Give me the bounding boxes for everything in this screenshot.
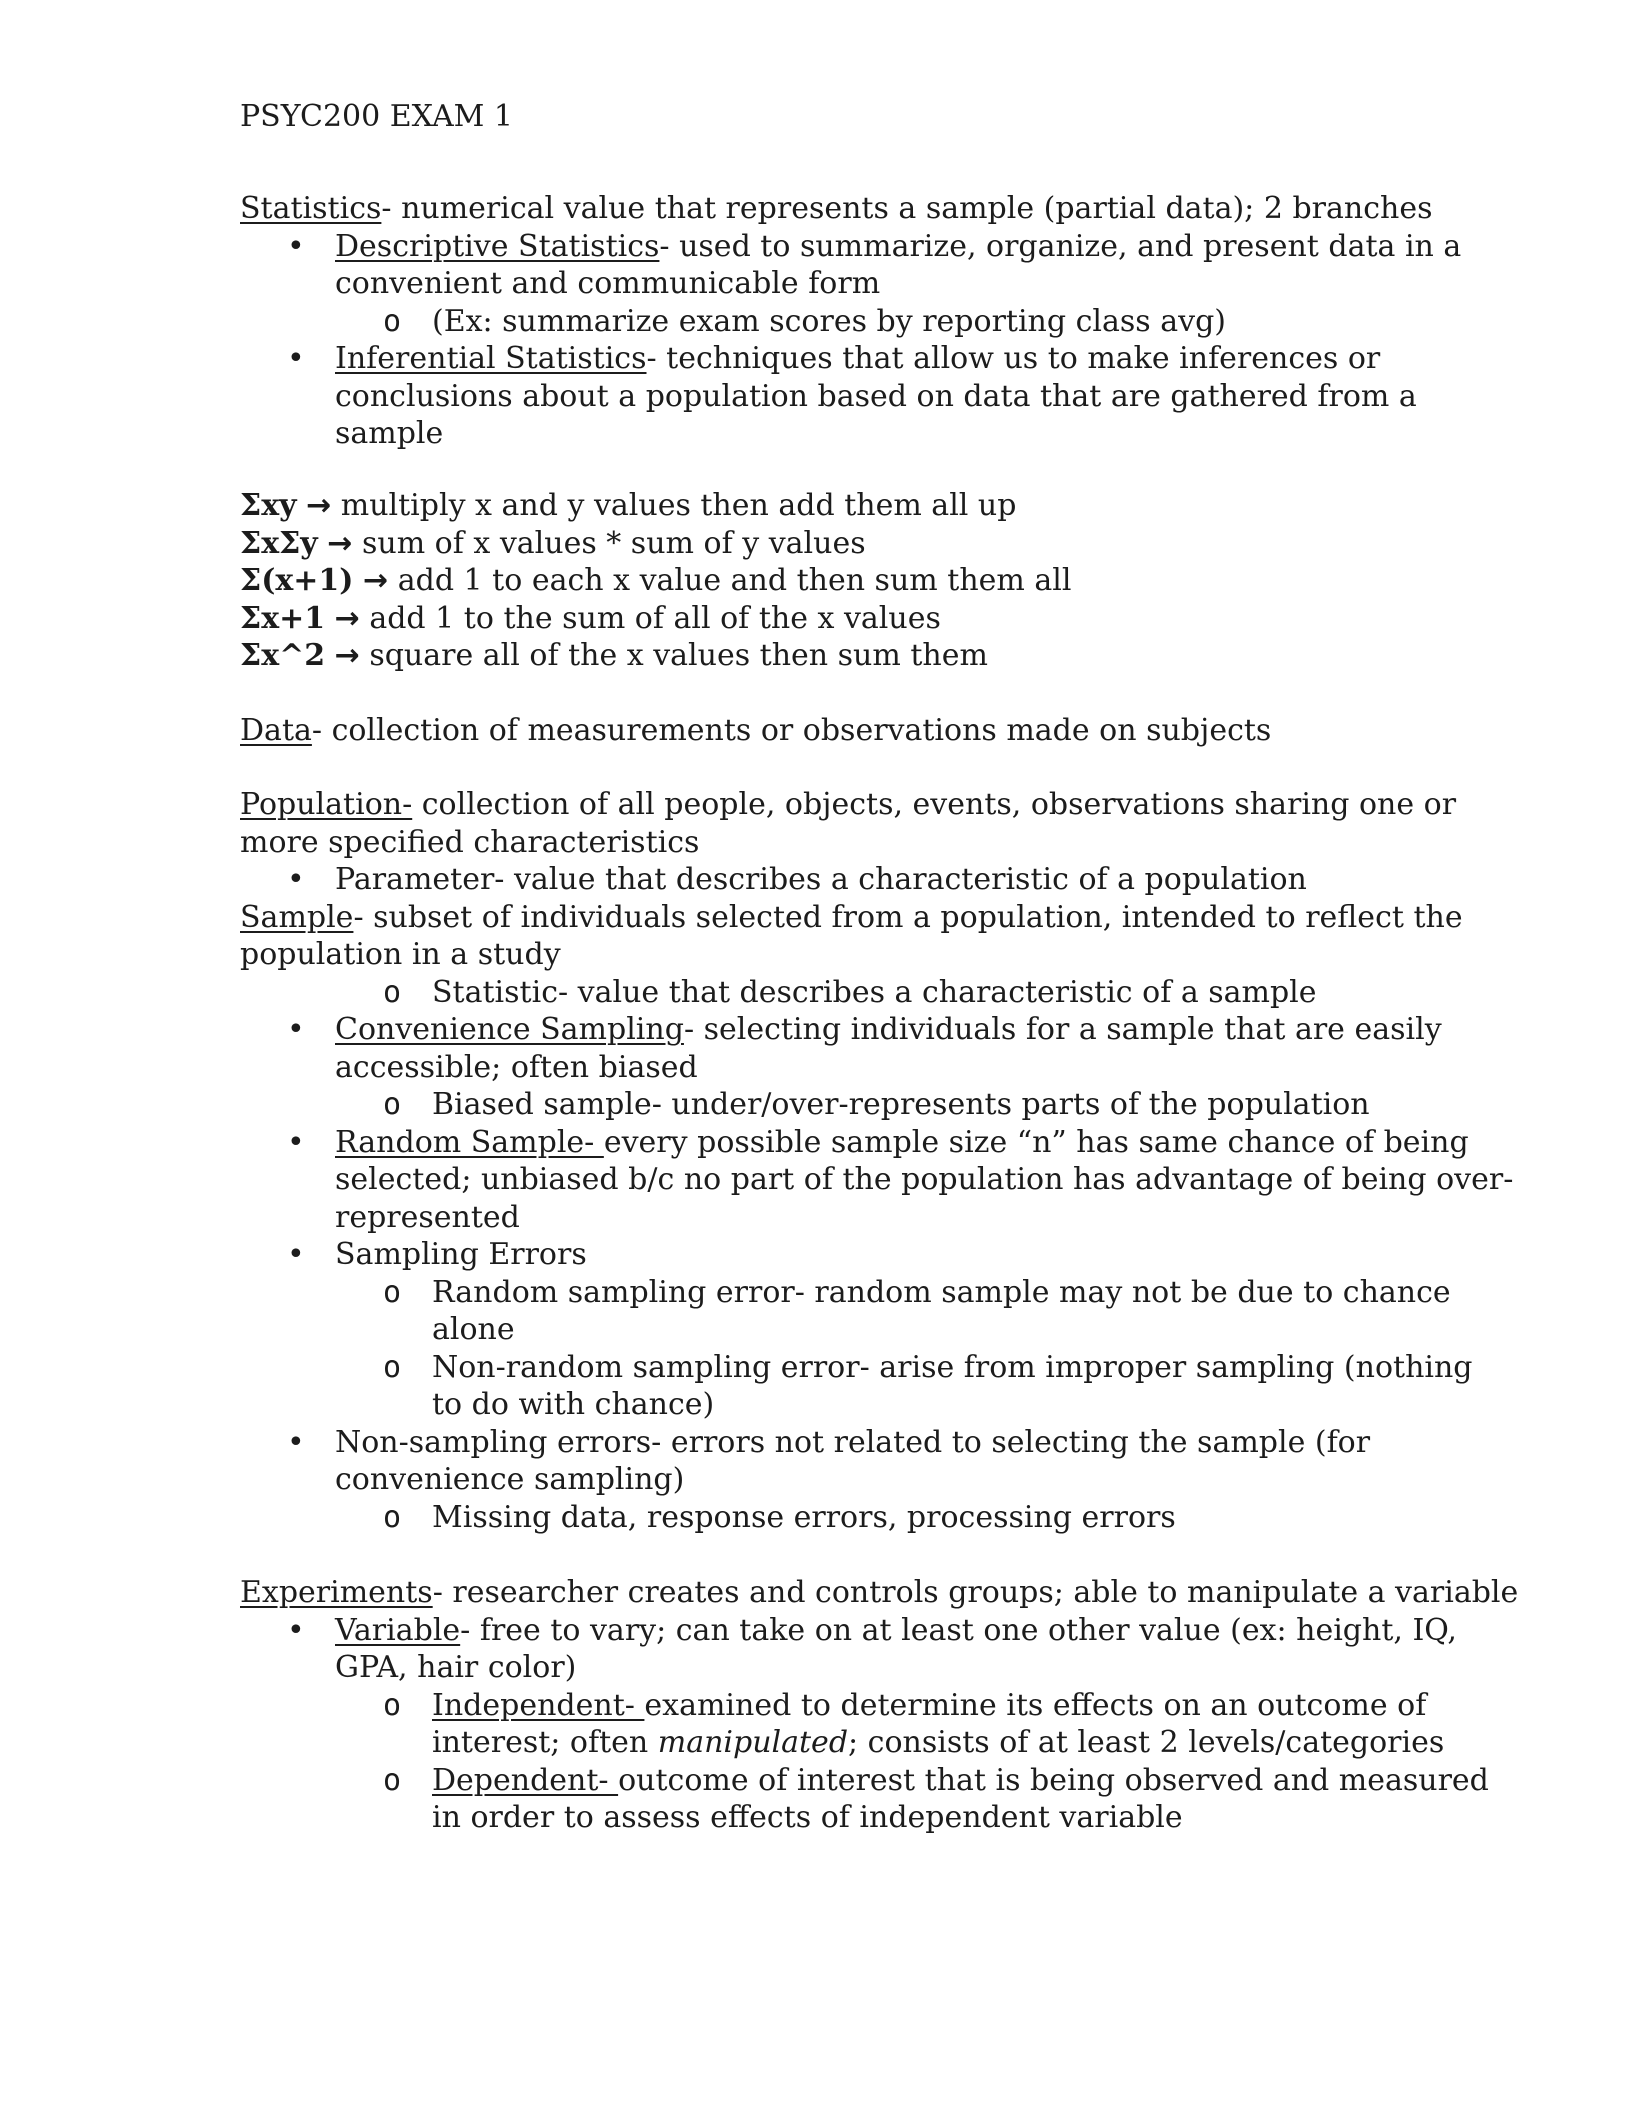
- summation-rules: [240, 487, 1420, 675]
- sum-rule: Σx^2 → square all of the x values then sum them: [240, 638, 988, 673]
- population-term: Population-: [240, 787, 413, 822]
- descriptive-bullet: • Descriptive Statistics- used to summarize, organize, and present data in a convenient and communicable form: [287, 228, 1462, 301]
- experiments-term: Experiments: [240, 1575, 433, 1610]
- data-section: Data- collection of measurements or observations made on subjects: [240, 713, 1272, 748]
- random-sample-term: Random Sample-: [335, 1124, 604, 1160]
- dependent-subbullet: o Dependent- outcome of interest that is being observed and measured in order to assess effects of independent variable: [383, 1762, 1489, 1835]
- random-sample-bullet: • Random Sample- every possible sample size “n” has same chance of being selected; unbiased b/c no part of the population has advantage of being over- represented: [287, 1124, 1514, 1235]
- sum-rule: Σ(x+1) → add 1 to each x value and then sum them all: [240, 563, 1072, 598]
- nonsampling-errors-bullet: • Non-sampling errors- errors not related to selecting the sample (for convenience sampling): [287, 1424, 1371, 1497]
- variable-term: Variable: [335, 1612, 461, 1648]
- statistic-subbullet: o Statistic- value that describes a characteristic of a sample: [383, 974, 1317, 1010]
- parameter-bullet: • Parameter- value that describes a characteristic of a population: [287, 862, 1307, 897]
- statistics-section: [240, 190, 1462, 453]
- descriptive-term: Descriptive Statistics: [335, 228, 660, 264]
- convenience-bullet: • Convenience Sampling- selecting individuals for a sample that are easily accessible; often biased: [287, 1012, 1442, 1085]
- sum-rule: Σxy → multiply x and y values then add them all up: [240, 488, 1017, 523]
- missing-data-subbullet: o Missing data, response errors, processing errors: [383, 1499, 1176, 1535]
- convenience-term: Convenience Sampling: [335, 1012, 684, 1047]
- page-header: PSYC200 EXAM 1: [240, 99, 513, 134]
- statistics-line: Statistics- numerical value that represents a sample (partial data); 2 branches: [240, 191, 1433, 226]
- variable-bullet: • Variable- free to vary; can take on at least one other value (ex: height, IQ, GPA, hair color): [287, 1612, 1457, 1685]
- independent-term: Independent-: [432, 1687, 645, 1723]
- sampling-errors-bullet: • Sampling Errors: [287, 1237, 587, 1272]
- experiments-section: Experiments- researcher creates and controls groups; able to manipulate a variable • Variable- free to vary; can take on at least one other value (ex: height, IQ, GPA, hair color) o Independent- examined to determine its effects on an outcome of interest; often manipulated; consists of at least 2 levels/categories o Dependent- outcome of interest that is being observed and measured in order to assess effects of independent variable: [240, 1575, 1519, 1835]
- inferential-bullet: • Inferential Statistics- techniques that allow us to make inferences or conclusions about a population based on data that are gathered from a sample: [287, 341, 1417, 451]
- sum-rule: Σx+1 → add 1 to the sum of all of the x values: [240, 600, 941, 636]
- inferential-term: Inferential Statistics: [335, 341, 647, 376]
- data-term: Data: [240, 713, 312, 748]
- biased-subbullet: o Biased sample- under/over-represents parts of the population: [383, 1087, 1370, 1122]
- statistics-term: Statistics: [240, 191, 382, 226]
- dependent-term: Dependent-: [432, 1762, 619, 1798]
- population-section: Population- collection of all people, objects, events, observations sharing one or more specified characteristics • Parameter- value that describes a characteristic of a population Sample- subset of individuals selected from a population, intended to reflect the population in a study o Statistic- value that describes a characteristic of a sample • Convenience Sampling- selecting individuals for a sample that are easily accessible; often biased o Biased sample- under/over-represents parts of the population • Random Sample- every possible sample size “n” has same chance of being selected; unbiased b/c no part of the population has advantage of being over- represented • Sampling Errors o Random sampling error- random sample may not be due to chance alone o Non-random sampling error- arise from improper sampling (nothing to do with chance) • Non-sampling errors- errors not related to selecting the sample (for convenience sampling) o Missing data, response errors, processing errors: [240, 787, 1514, 1535]
- nonrandom-sampling-error-subbullet: o Non-random sampling error- arise from improper sampling (nothing to do with chance): [383, 1349, 1473, 1422]
- descriptive-example: o (Ex: summarize exam scores by reporting class avg): [383, 303, 1226, 339]
- sum-rule: ΣxΣy → sum of x values * sum of y values: [240, 525, 866, 561]
- independent-subbullet: o Independent- examined to determine its effects on an outcome of interest; often manipulated; consists of at least 2 levels/categories: [383, 1687, 1445, 1760]
- sample-term: Sample: [240, 899, 354, 935]
- random-sampling-error-subbullet: o Random sampling error- random sample may not be due to chance alone: [383, 1274, 1451, 1347]
